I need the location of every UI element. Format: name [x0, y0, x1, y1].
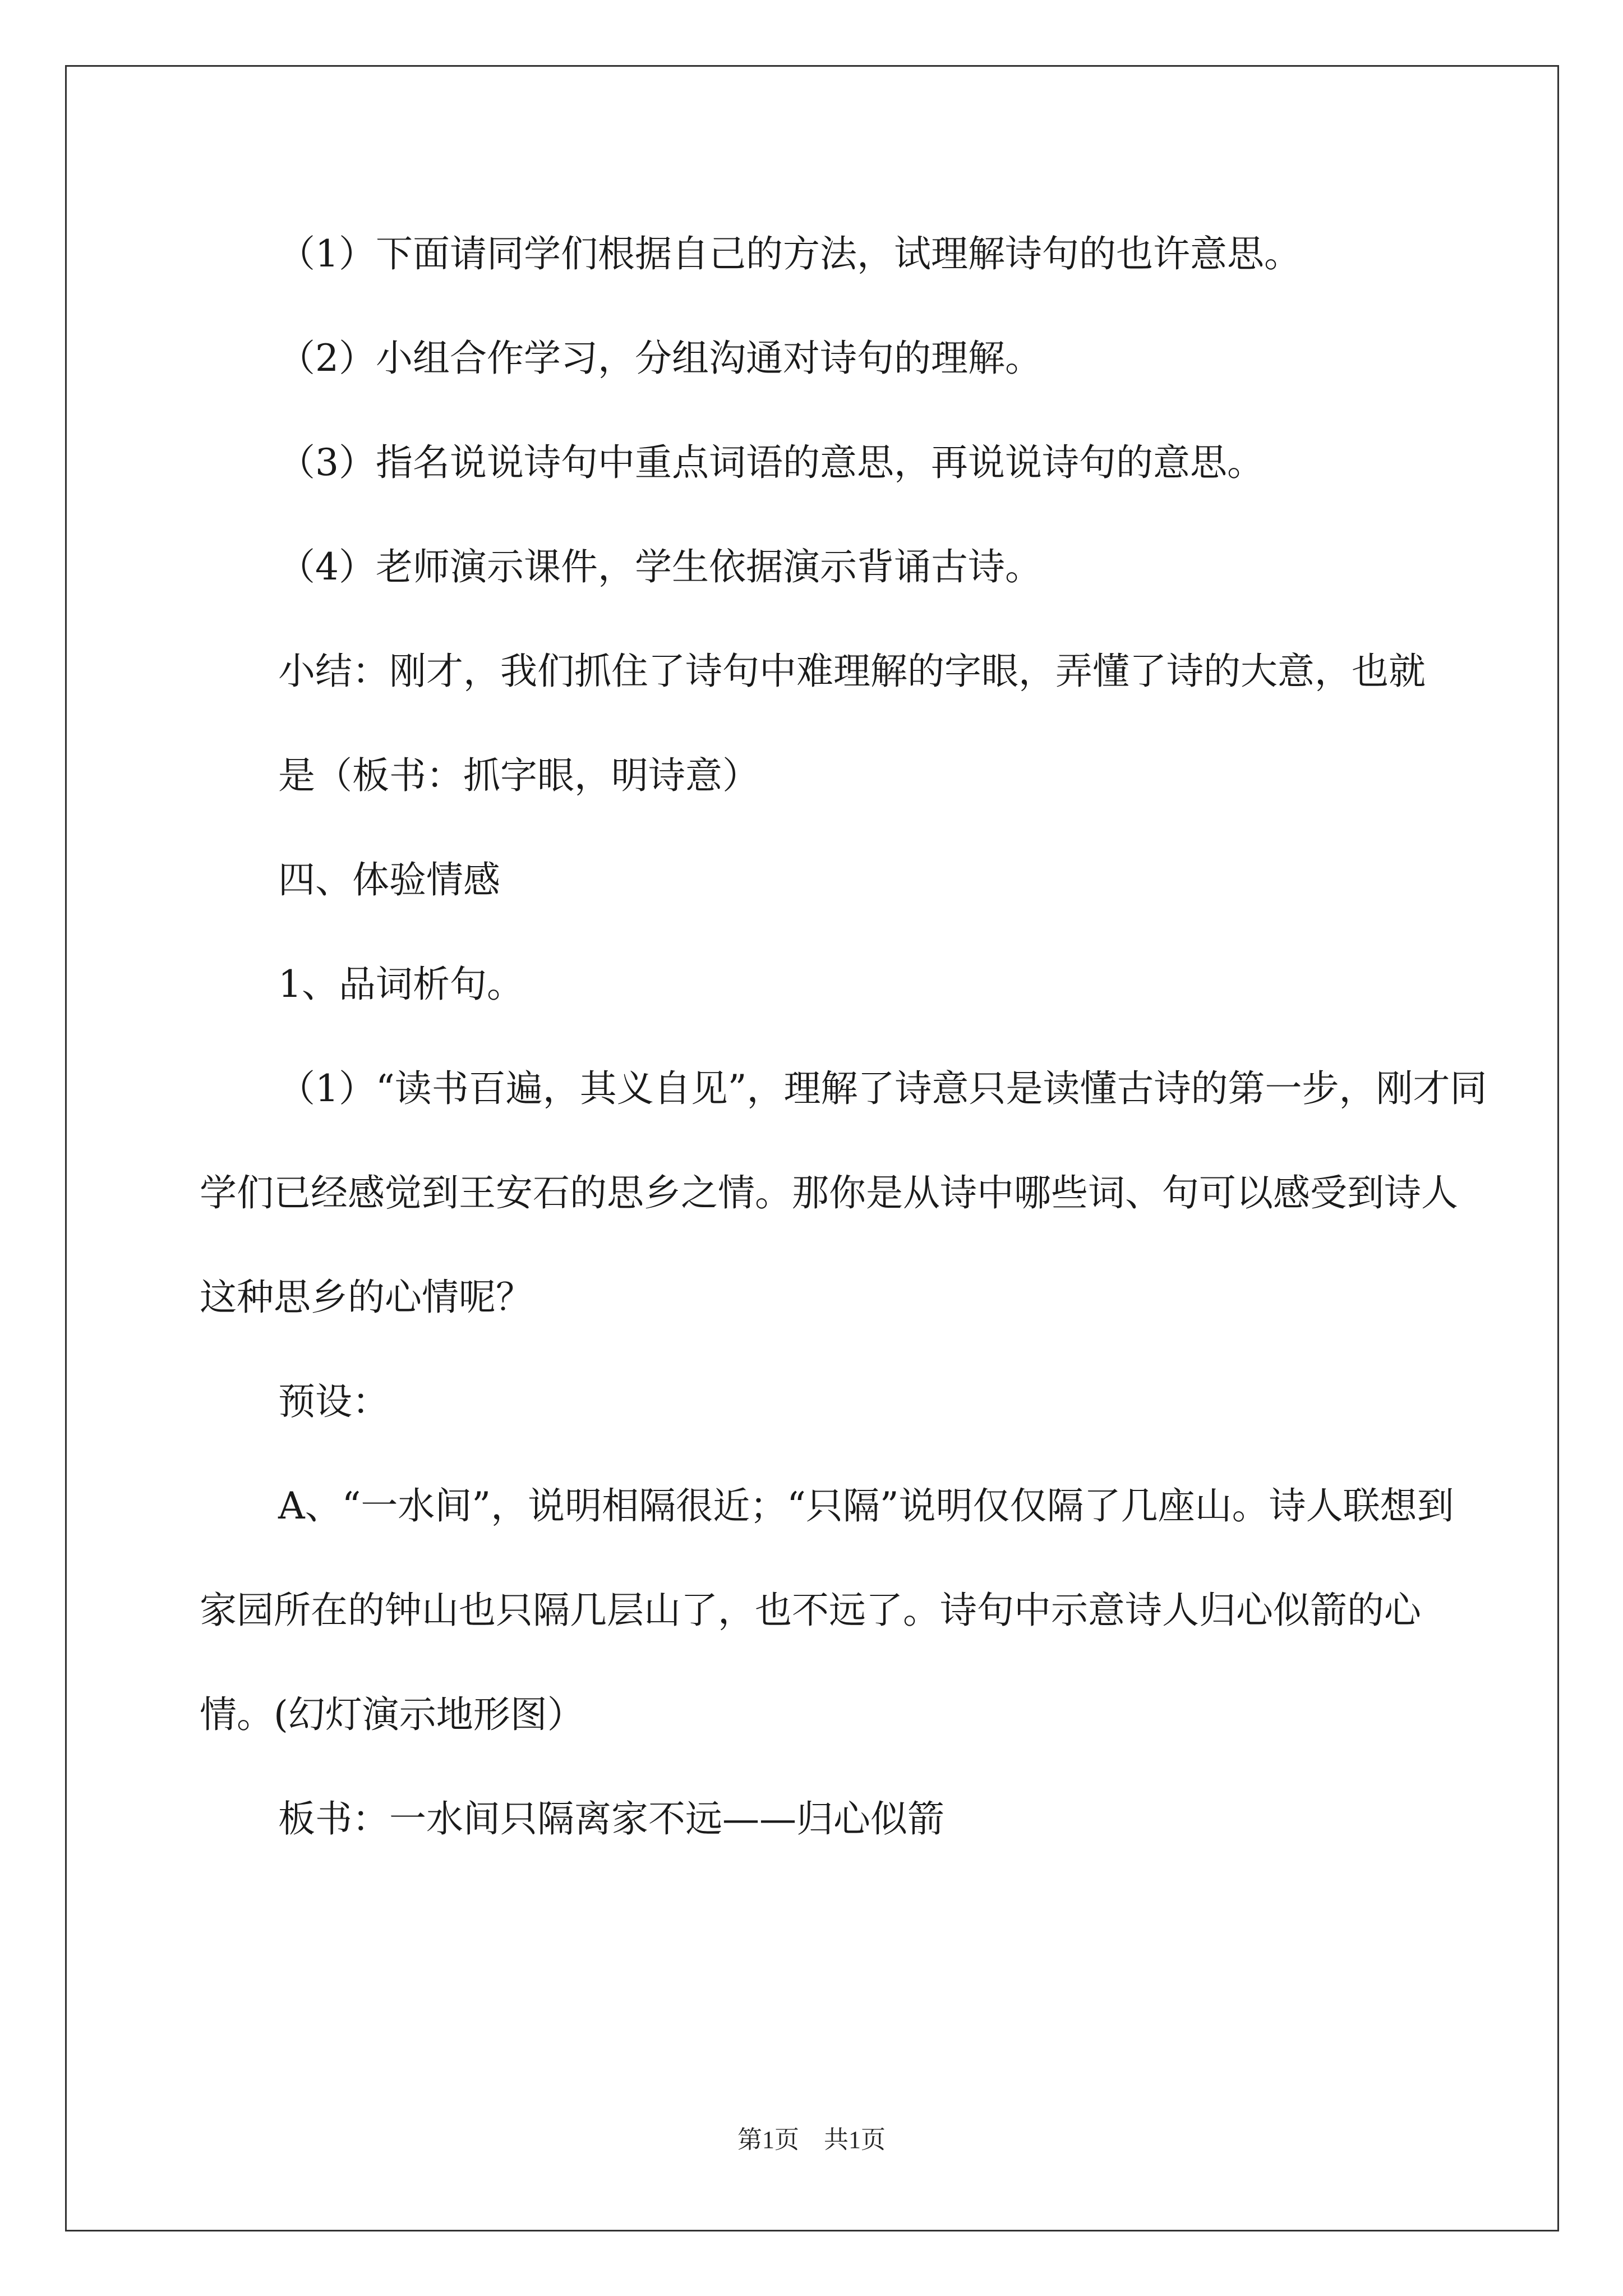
- subsection-heading: 1、品词析句。: [278, 963, 524, 1006]
- paragraph: 是（板书：抓字眼，明诗意）: [278, 754, 759, 797]
- page-number-footer: 第1页 共1页: [737, 2126, 886, 2154]
- paragraph: A、“一水间”，说明相隔很近；“只隔”说明仅仅隔了几座山。诗人联想到家园所在的钟山也只隔几层山了，也不远了。诗句中示意诗人归心似箭的心情。(幻灯演示地形图）: [200, 1484, 1454, 1736]
- paragraph: （4）老师演示课件，学生依据演示背诵古诗。: [278, 545, 1042, 588]
- paragraph: （2）小组合作学习，分组沟通对诗句的理解。: [278, 337, 1042, 380]
- document-body: [200, 202, 1490, 1871]
- paragraph: 预设：: [278, 1380, 389, 1423]
- paragraph: （1）下面请同学们根据自己的方法，试理解诗句的也许意思。: [278, 232, 1301, 275]
- paragraph: （3）指名说说诗句中重点词语的意思，再说说诗句的意思。: [278, 441, 1264, 484]
- paragraph: 板书：一水间只隔离家不远——归心似箭: [278, 1797, 944, 1841]
- paragraph: （1）“读书百遍，其义自见”，理解了诗意只是读懂古诗的第一步，刚才同学们已经感觉到王安石的思乡之情。那你是从诗中哪些词、句可以感受到诗人这种思乡的心情呢？: [200, 1067, 1487, 1319]
- paragraph: 小结：刚才，我们抓住了诗句中难理解的字眼，弄懂了诗的大意，也就: [278, 650, 1426, 693]
- section-heading: 四、体验情感: [278, 858, 500, 901]
